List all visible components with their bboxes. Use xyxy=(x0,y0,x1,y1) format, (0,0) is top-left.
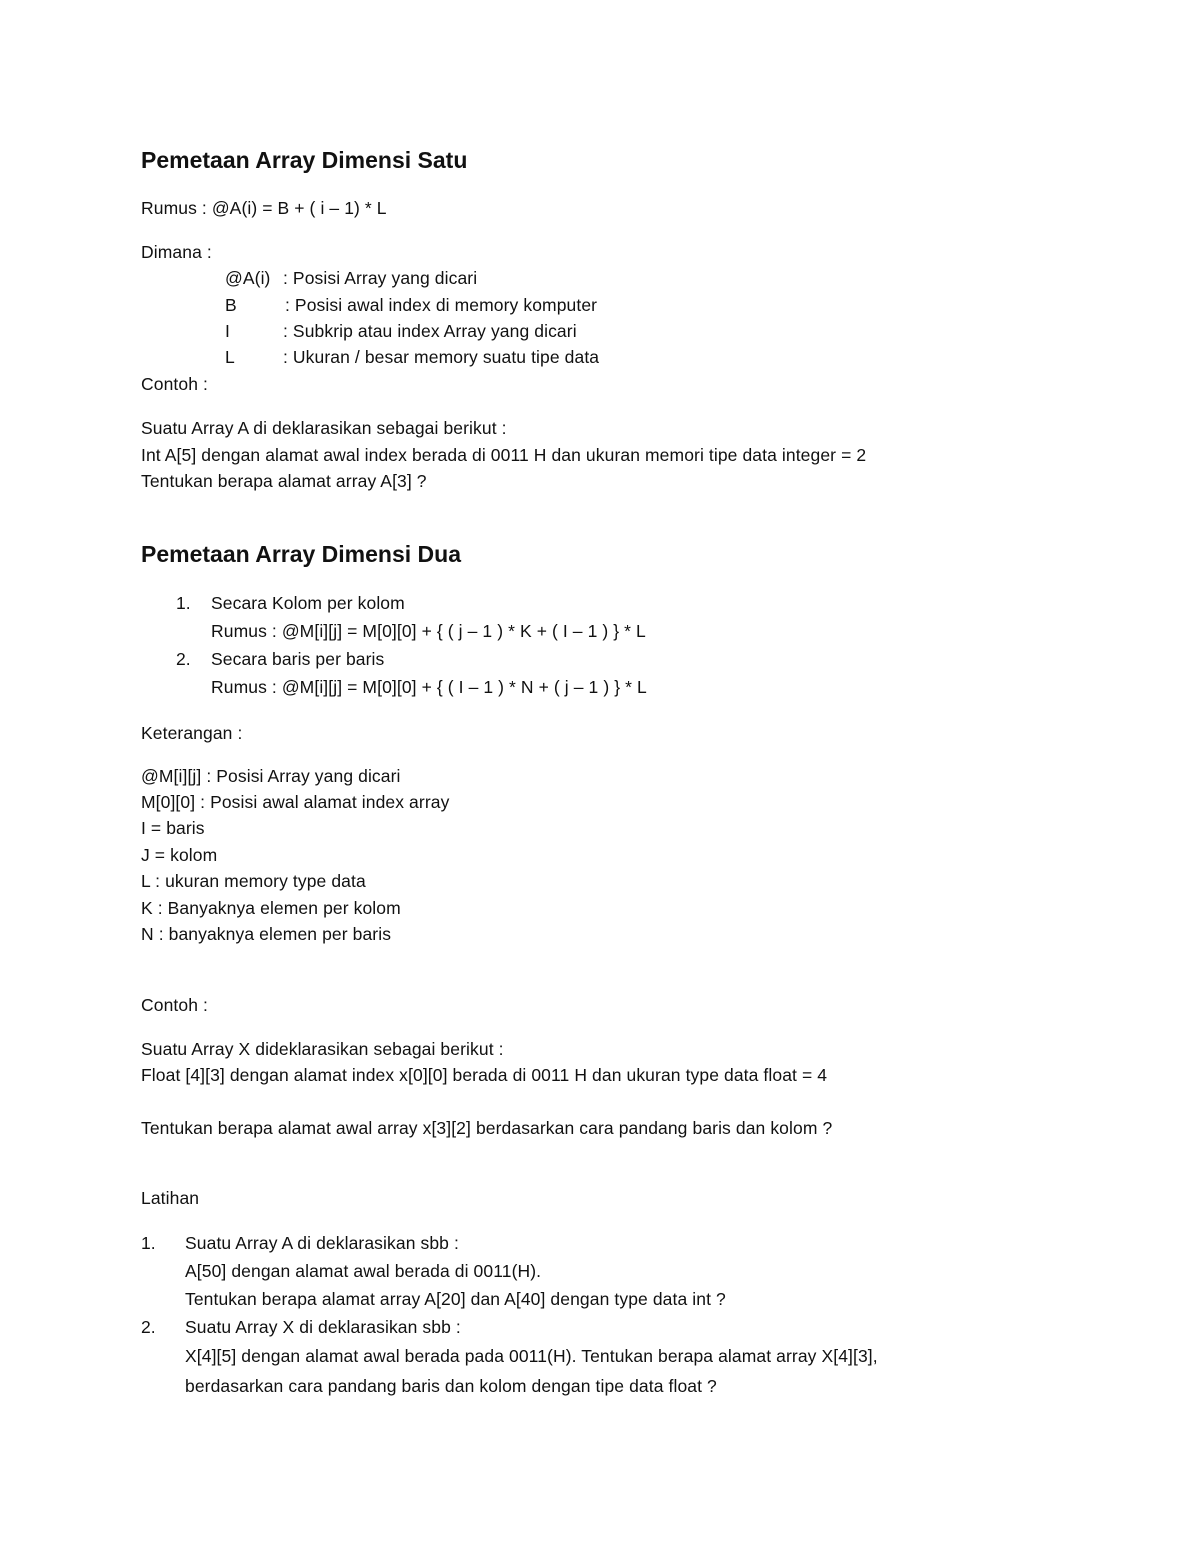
list-item-rumus: Rumus : @M[i][j] = M[0][0] + { ( j – 1 ) * K + ( I – 1 ) } * L xyxy=(211,621,646,641)
keterangan-line: M[0][0] : Posisi awal alamat index array xyxy=(141,792,450,812)
keterangan-line: N : banyaknya elemen per baris xyxy=(141,924,392,944)
contoh-line: Int A[5] dengan alamat awal index berada di 0011 H dan ukuran memori tipe data integer = 2 xyxy=(141,445,867,465)
list-number: 1. xyxy=(141,1233,156,1253)
def-description: : Posisi Array yang dicari xyxy=(283,268,478,288)
def-description: : Subkrip atau index Array yang dicari xyxy=(283,321,577,341)
def-description: : Posisi awal index di memory komputer xyxy=(285,295,598,315)
keterangan-line: L : ukuran memory type data xyxy=(141,871,366,891)
contoh-label: Contoh : xyxy=(141,995,208,1015)
latihan-line: Suatu Array A di deklarasikan sbb : xyxy=(185,1233,459,1253)
section2-title: Pemetaan Array Dimensi Dua xyxy=(141,541,462,567)
latihan-title: Latihan xyxy=(141,1188,200,1208)
list-number: 2. xyxy=(141,1317,156,1337)
def-symbol: B xyxy=(225,295,237,315)
def-symbol: @A(i) xyxy=(225,268,271,288)
contoh-line: Tentukan berapa alamat array A[3] ? xyxy=(141,471,427,491)
contoh-line: Float [4][3] dengan alamat index x[0][0] berada di 0011 H dan ukuran type data float = 4 xyxy=(141,1065,828,1085)
question-line: Tentukan berapa alamat awal array x[3][2] berdasarkan cara pandang baris dan kolom ? xyxy=(141,1118,833,1138)
keterangan-line: K : Banyaknya elemen per kolom xyxy=(141,898,401,918)
contoh-line: Suatu Array X dideklarasikan sebagai berikut : xyxy=(141,1039,504,1059)
list-item-label: Secara baris per baris xyxy=(211,649,385,669)
list-item-label: Secara Kolom per kolom xyxy=(211,593,405,613)
latihan-line: A[50] dengan alamat awal berada di 0011(H). xyxy=(185,1261,542,1281)
dimana-label: Dimana : xyxy=(141,242,212,262)
list-number: 2. xyxy=(176,649,191,669)
list-number: 1. xyxy=(176,593,191,613)
latihan-line: X[4][5] dengan alamat awal berada pada 0011(H). Tentukan berapa alamat array X[4][3], xyxy=(185,1346,878,1366)
keterangan-line: J = kolom xyxy=(141,845,218,865)
keterangan-label: Keterangan : xyxy=(141,723,243,743)
def-symbol: I xyxy=(225,321,230,341)
contoh-line: Suatu Array A di deklarasikan sebagai berikut : xyxy=(141,418,507,438)
latihan-line: Suatu Array X di deklarasikan sbb : xyxy=(185,1317,461,1337)
section1-rumus: Rumus : @A(i) = B + ( i – 1) * L xyxy=(141,198,387,218)
def-symbol: L xyxy=(225,347,235,367)
section1-title: Pemetaan Array Dimensi Satu xyxy=(141,147,468,173)
def-description: : Ukuran / besar memory suatu tipe data xyxy=(283,347,600,367)
list-item-rumus: Rumus : @M[i][j] = M[0][0] + { ( I – 1 ) * N + ( j – 1 ) } * L xyxy=(211,677,647,697)
latihan-line: Tentukan berapa alamat array A[20] dan A[40] dengan type data int ? xyxy=(185,1289,726,1309)
contoh-label: Contoh : xyxy=(141,374,208,394)
keterangan-line: @M[i][j] : Posisi Array yang dicari xyxy=(141,766,401,786)
keterangan-line: I = baris xyxy=(141,818,205,838)
latihan-line: berdasarkan cara pandang baris dan kolom dengan tipe data float ? xyxy=(185,1376,717,1396)
